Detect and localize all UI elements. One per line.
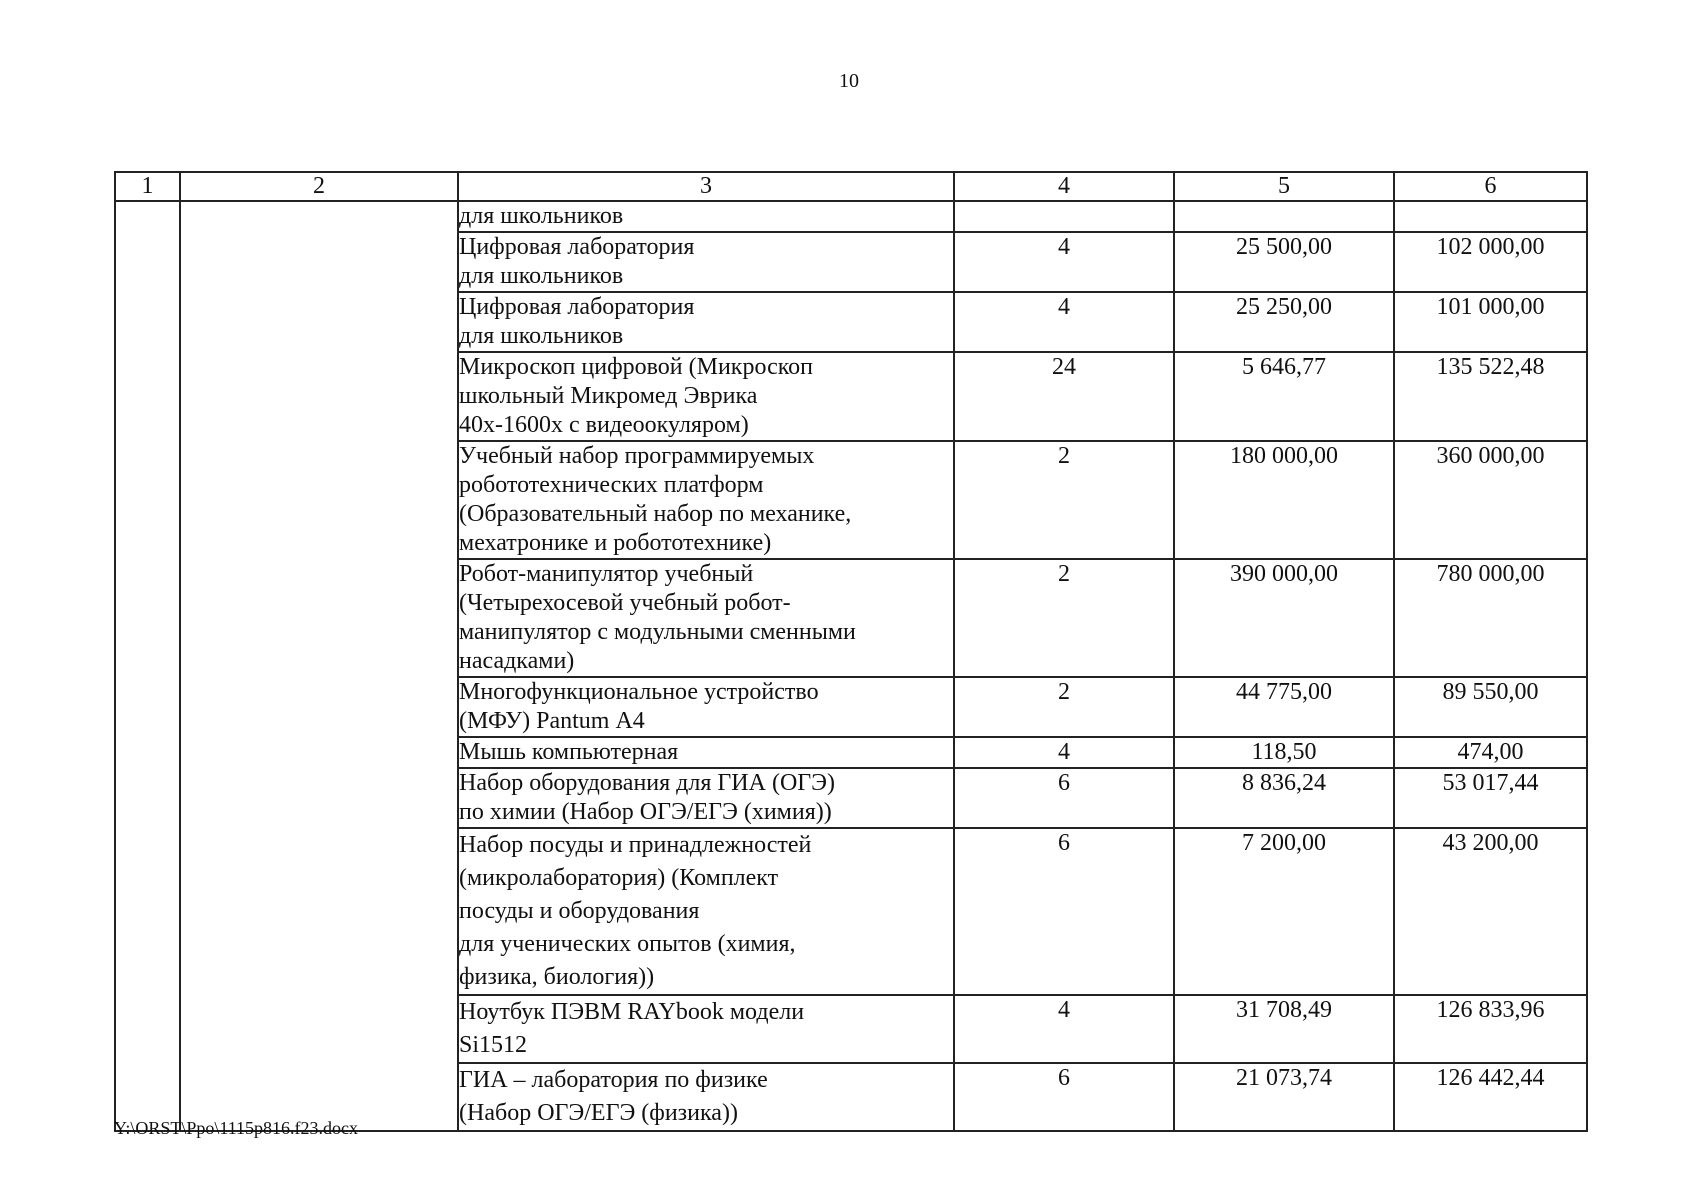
item-price: 180 000,00	[1174, 441, 1394, 559]
item-total: 101 000,00	[1394, 292, 1587, 352]
item-quantity: 4	[954, 232, 1174, 292]
item-quantity	[954, 201, 1174, 232]
item-quantity: 2	[954, 677, 1174, 737]
item-name: Учебный набор программируемых робототехнических платформ (Образовательный набор по механике, мехатронике и робототехнике)	[458, 441, 954, 559]
item-price: 8 836,24	[1174, 768, 1394, 828]
item-quantity: 6	[954, 828, 1174, 995]
file-path-footer: Y:\ORST\Ppo\1115p816.f23.docx	[114, 1118, 359, 1138]
equipment-table	[114, 171, 1588, 1132]
item-total: 135 522,48	[1394, 352, 1587, 441]
item-price: 7 200,00	[1174, 828, 1394, 995]
column-header: 2	[180, 172, 458, 201]
item-name: Ноутбук ПЭВМ RAYbook модели Si1512	[458, 995, 954, 1063]
item-name: Многофункциональное устройство (МФУ) Pantum А4	[458, 677, 954, 737]
column-header: 3	[458, 172, 954, 201]
table-row	[115, 201, 1587, 232]
item-quantity: 2	[954, 559, 1174, 677]
item-price: 25 500,00	[1174, 232, 1394, 292]
item-name: для школьников	[458, 201, 954, 232]
page-number: 10	[839, 70, 859, 92]
item-quantity: 4	[954, 995, 1174, 1063]
item-total: 780 000,00	[1394, 559, 1587, 677]
item-quantity: 2	[954, 441, 1174, 559]
item-total: 126 442,44	[1394, 1063, 1587, 1131]
item-price: 118,50	[1174, 737, 1394, 768]
item-name: ГИА – лаборатория по физике (Набор ОГЭ/ЕГЭ (физика))	[458, 1063, 954, 1131]
column-header: 6	[1394, 172, 1587, 201]
item-name: Микроскоп цифровой (Микроскоп школьный Микромед Эврика 40х-1600х с видеоокуляром)	[458, 352, 954, 441]
column-header: 5	[1174, 172, 1394, 201]
item-total: 474,00	[1394, 737, 1587, 768]
item-name: Мышь компьютерная	[458, 737, 954, 768]
item-quantity: 24	[954, 352, 1174, 441]
item-total	[1394, 201, 1587, 232]
item-quantity: 4	[954, 292, 1174, 352]
item-total: 102 000,00	[1394, 232, 1587, 292]
item-price: 5 646,77	[1174, 352, 1394, 441]
item-price	[1174, 201, 1394, 232]
item-price: 25 250,00	[1174, 292, 1394, 352]
column-header: 1	[115, 172, 180, 201]
table-header-row	[115, 172, 1587, 201]
column-header: 4	[954, 172, 1174, 201]
item-price: 44 775,00	[1174, 677, 1394, 737]
item-total: 360 000,00	[1394, 441, 1587, 559]
item-name: Робот-манипулятор учебный (Четырехосевой учебный робот- манипулятор с модульными сменными насадками)	[458, 559, 954, 677]
cell-col2	[180, 201, 458, 1131]
item-name: Набор посуды и принадлежностей (микролаборатория) (Комплект посуды и оборудования для ученических опытов (химия, физика, биология))	[458, 828, 954, 995]
item-quantity: 6	[954, 768, 1174, 828]
item-total: 53 017,44	[1394, 768, 1587, 828]
item-price: 21 073,74	[1174, 1063, 1394, 1131]
item-total: 126 833,96	[1394, 995, 1587, 1063]
cell-col1	[115, 201, 180, 1131]
item-total: 43 200,00	[1394, 828, 1587, 995]
item-quantity: 6	[954, 1063, 1174, 1131]
item-quantity: 4	[954, 737, 1174, 768]
item-price: 390 000,00	[1174, 559, 1394, 677]
item-name: Набор оборудования для ГИА (ОГЭ) по химии (Набор ОГЭ/ЕГЭ (химия))	[458, 768, 954, 828]
item-name: Цифровая лаборатория для школьников	[458, 232, 954, 292]
item-name: Цифровая лаборатория для школьников	[458, 292, 954, 352]
item-total: 89 550,00	[1394, 677, 1587, 737]
item-price: 31 708,49	[1174, 995, 1394, 1063]
